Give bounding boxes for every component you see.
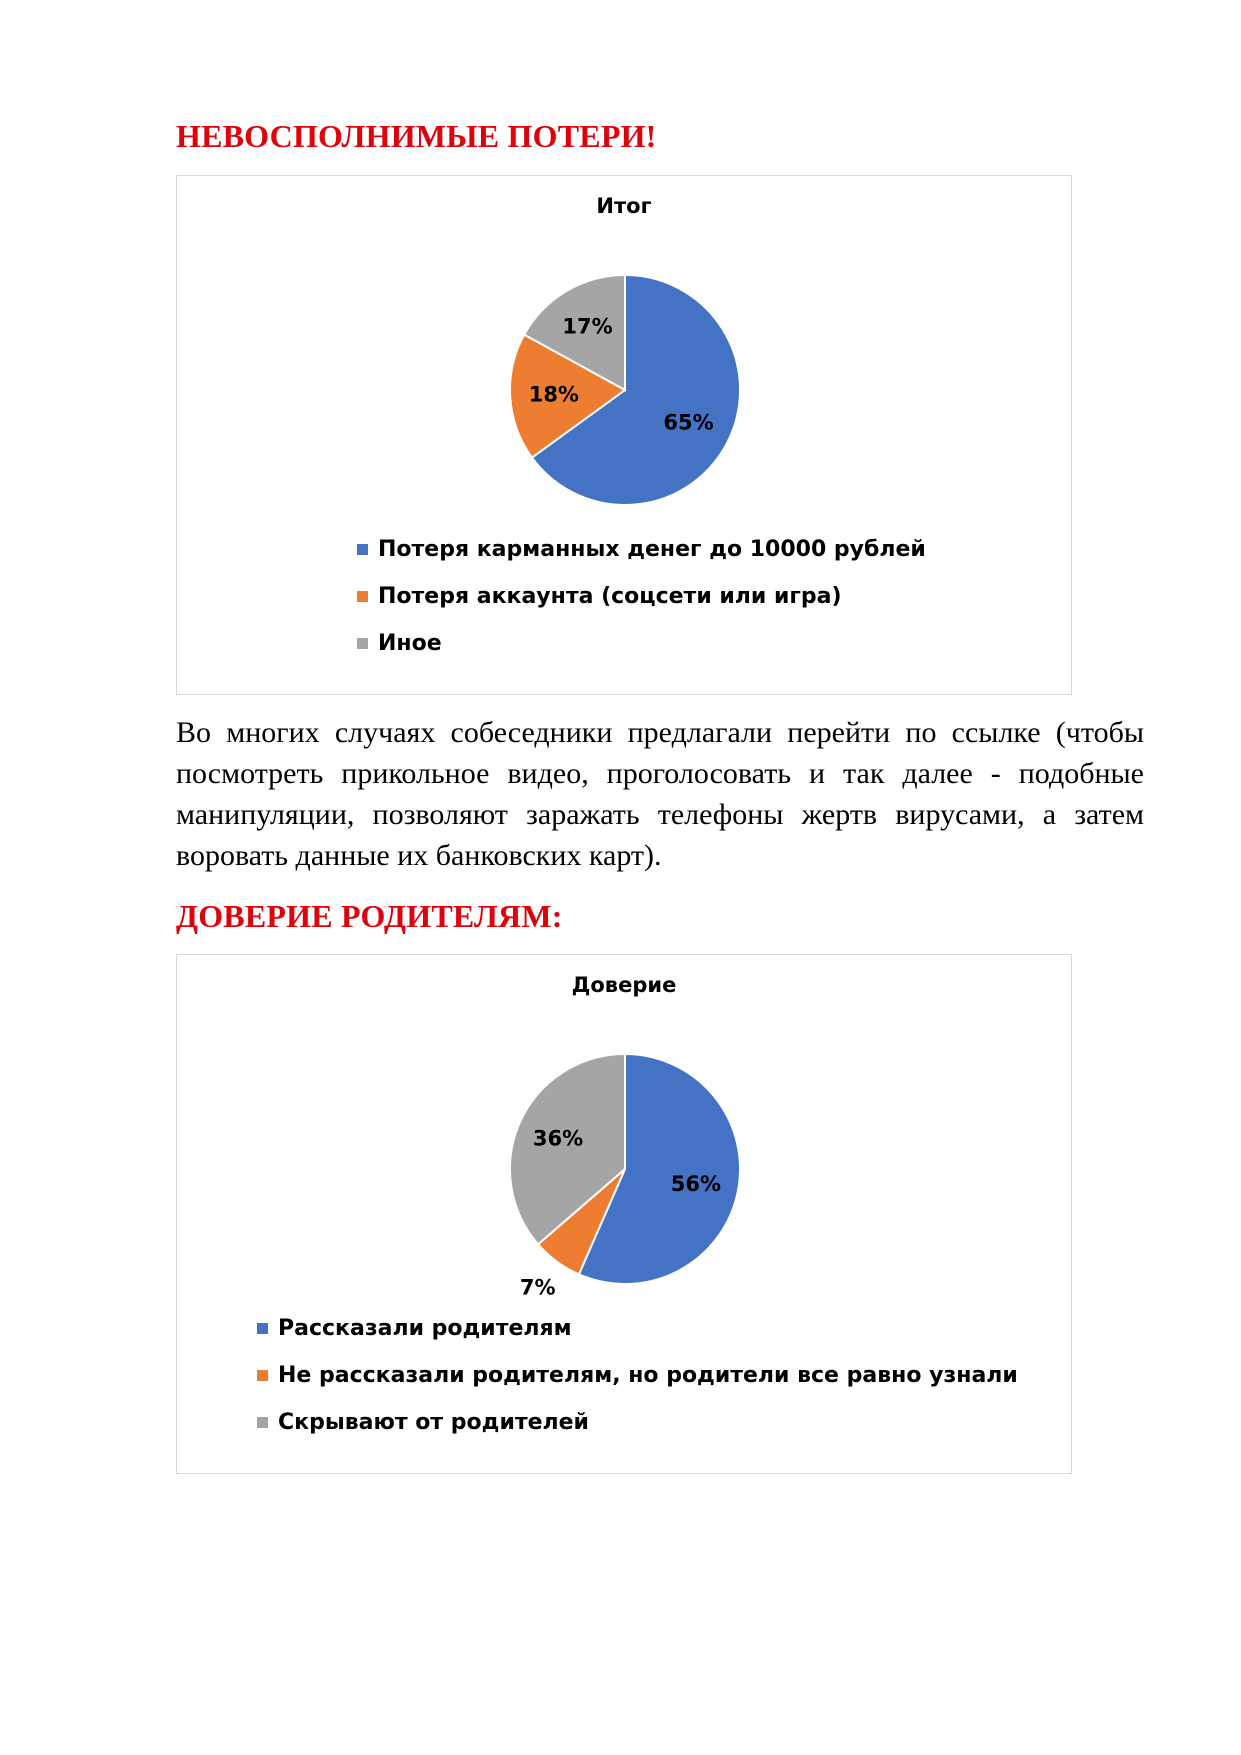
chart-title: Доверие	[571, 973, 677, 997]
legend-label: Иное	[378, 631, 442, 656]
legend-label: Рассказали родителям	[278, 1316, 572, 1341]
pie-chart-losses	[176, 175, 1072, 695]
legend-swatch	[357, 591, 368, 602]
legend-item	[357, 620, 926, 667]
legend-label: Скрывают от родителей	[278, 1410, 589, 1435]
section-heading-trust: ДОВЕРИЕ РОДИТЕЛЯМ:	[176, 898, 563, 934]
slice-label: 17%	[562, 314, 613, 339]
slice-label: 7%	[519, 1275, 556, 1300]
pie-plot	[177, 955, 1073, 1300]
legend-label: Не рассказали родителям, но родители все равно узнали	[278, 1363, 1018, 1388]
slice-label: 18%	[528, 382, 579, 407]
slice-label: 36%	[532, 1126, 584, 1151]
legend-item	[357, 573, 926, 620]
chart-legend	[257, 1305, 1018, 1446]
legend-label: Потеря аккаунта (соцсети или игра)	[378, 584, 842, 609]
legend-swatch	[257, 1323, 268, 1334]
chart-title: Итог	[596, 194, 652, 218]
legend-swatch	[257, 1417, 268, 1428]
legend-swatch	[357, 544, 368, 555]
chart-legend	[357, 526, 926, 667]
slice-label: 65%	[663, 410, 714, 435]
legend-item	[257, 1305, 1018, 1352]
pie-plot	[177, 176, 1073, 506]
legend-swatch	[357, 638, 368, 649]
legend-item	[257, 1399, 1018, 1446]
section-heading-losses: НЕВОСПОЛНИМЫЕ ПОТЕРИ!	[176, 118, 657, 154]
legend-item	[257, 1352, 1018, 1399]
legend-swatch	[257, 1370, 268, 1381]
legend-item	[357, 526, 926, 573]
body-paragraph: Во многих случаях собеседники предлагали перейти по ссылке (чтобы посмотреть прикольное видео, проголосовать и так далее - подобные манипуляции, позволяют заражать телефоны жертв вирусами, а затем воровать данные их банковских карт).	[176, 716, 1144, 872]
slice-label: 56%	[670, 1171, 722, 1196]
pie-chart-trust	[176, 954, 1072, 1474]
legend-label: Потеря карманных денег до 10000 рублей	[378, 537, 926, 562]
